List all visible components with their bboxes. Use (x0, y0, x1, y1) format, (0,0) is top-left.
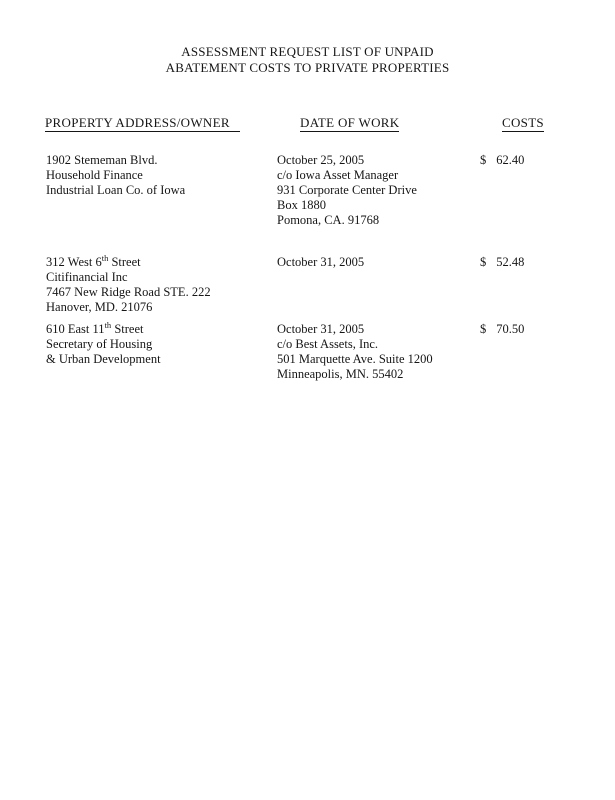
date-line: Pomona, CA. 91768 (277, 213, 380, 227)
owner-line: Industrial Loan Co. of Iowa (46, 183, 186, 197)
column-header-property: PROPERTY ADDRESS/OWNER (45, 115, 240, 132)
entry-date-column (277, 255, 477, 270)
street-text: 1902 Stememan Blvd. (46, 153, 158, 167)
owner-line: 7467 New Ridge Road STE. 222 (46, 285, 211, 299)
property-address-line (46, 153, 271, 168)
street-text: 610 East 11 (46, 322, 105, 336)
cost-currency-symbol: $ (480, 153, 487, 167)
owner-line: Hanover, MD. 21076 (46, 300, 153, 314)
street-ordinal-suffix: th (101, 252, 109, 263)
entry-date-column (277, 322, 477, 382)
entry-property-column (46, 153, 271, 198)
cost-currency-symbol: $ (480, 255, 487, 269)
date-line: 931 Corporate Center Drive (277, 183, 417, 197)
cost-amount: 52.48 (496, 255, 525, 269)
document-title (0, 44, 615, 75)
column-header-date: DATE OF WORK (300, 115, 400, 130)
street-ordinal-suffix: th (104, 319, 112, 330)
cost-currency-symbol: $ (480, 322, 487, 336)
entry-property-column (46, 319, 271, 367)
date-line: Box 1880 (277, 198, 326, 212)
property-address-line (46, 319, 271, 337)
cost-value (480, 153, 590, 168)
property-address-line (46, 252, 271, 270)
date-line: October 31, 2005 (277, 255, 365, 269)
date-line: 501 Marquette Ave. Suite 1200 (277, 352, 433, 366)
entry-date-column (277, 153, 477, 228)
owner-line: Citifinancial Inc (46, 270, 128, 284)
owner-line: Household Finance (46, 168, 143, 182)
date-line: October 25, 2005 (277, 153, 365, 167)
date-line: c/o Iowa Asset Manager (277, 168, 399, 182)
date-line: October 31, 2005 (277, 322, 365, 336)
date-line: Minneapolis, MN. 55402 (277, 367, 404, 381)
column-header-costs: COSTS (502, 115, 544, 130)
street-text-suffix: Street (111, 322, 144, 336)
date-line: c/o Best Assets, Inc. (277, 337, 379, 351)
cost-amount: 62.40 (496, 153, 525, 167)
street-text-suffix: Street (108, 255, 141, 269)
owner-line: Secretary of Housing (46, 337, 153, 351)
owner-line: & Urban Development (46, 352, 161, 366)
title-line-2: ABATEMENT COSTS TO PRIVATE PROPERTIES (165, 59, 450, 75)
street-text: 312 West 6 (46, 255, 102, 269)
title-line-1: ASSESSMENT REQUEST LIST OF UNPAID (181, 44, 434, 59)
cost-value (480, 322, 590, 337)
entry-property-column (46, 252, 271, 315)
cost-amount: 70.50 (496, 322, 525, 336)
cost-value (480, 255, 590, 270)
